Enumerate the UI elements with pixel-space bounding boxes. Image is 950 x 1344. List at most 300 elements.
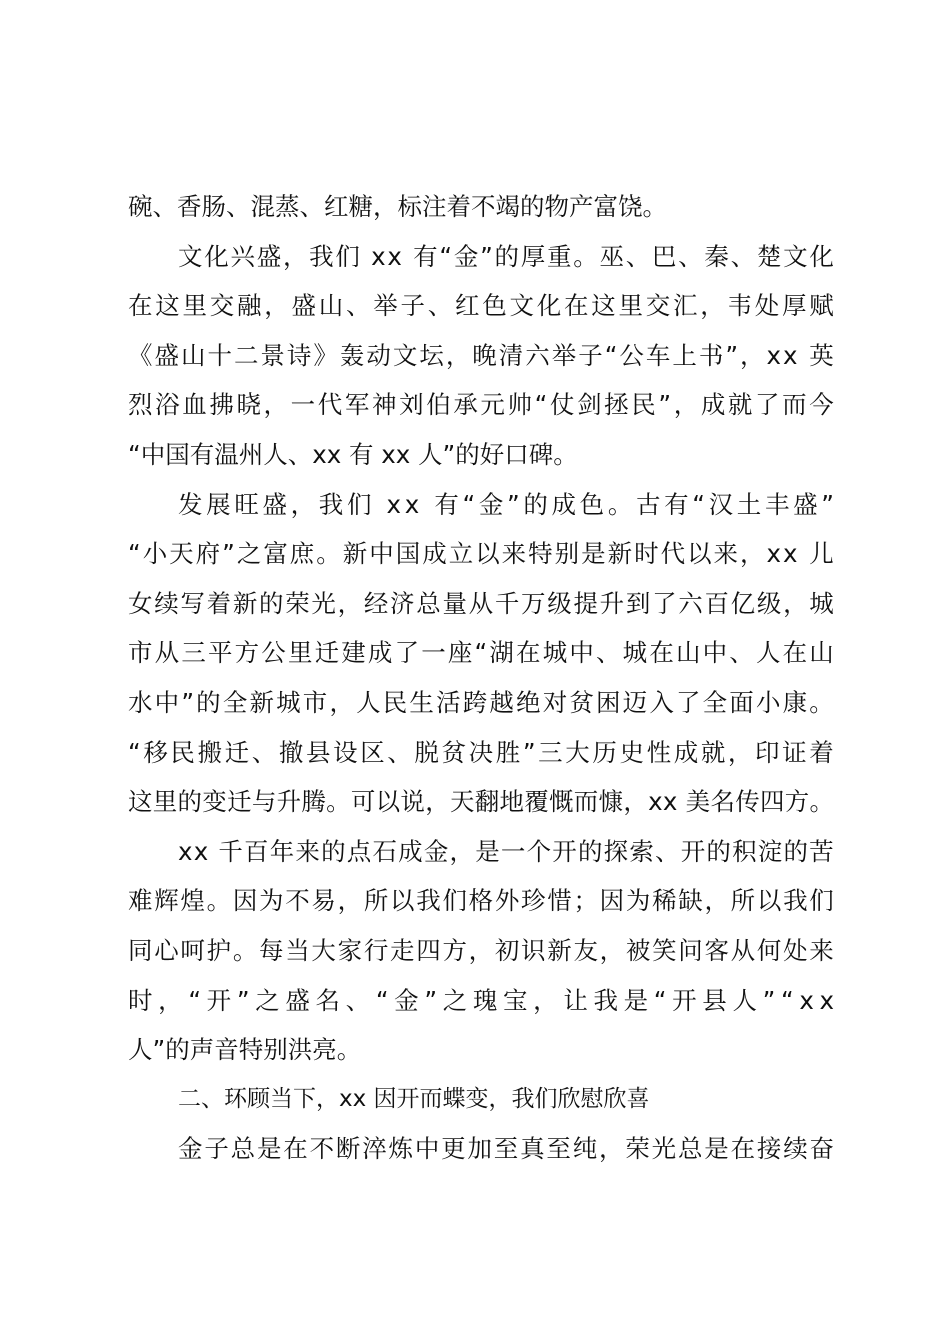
line-char: 而: [573, 787, 599, 817]
line-char: 百: [244, 836, 269, 866]
line-char: 人: [356, 687, 381, 717]
line-char: 所: [363, 886, 389, 916]
line-char: 之: [255, 985, 280, 1015]
line-char: 康: [782, 687, 808, 717]
line-char: 淬: [362, 1134, 387, 1164]
line-char: ，: [425, 787, 450, 817]
line-char: 的: [259, 588, 284, 618]
line-char: “: [474, 638, 488, 668]
line-char: 全: [222, 687, 248, 717]
line-char: 巫: [599, 241, 624, 271]
line-char: 跨: [462, 687, 488, 717]
line-char: 亿: [730, 588, 756, 618]
line-char: 国: [395, 539, 421, 569]
line-char: 立: [448, 539, 474, 569]
line-char: 成: [551, 489, 576, 519]
line-char: 成: [367, 638, 393, 668]
line-char: 金: [423, 836, 449, 866]
line-char: x: [662, 787, 678, 817]
line-char: 走: [390, 935, 415, 965]
line-char: ，: [329, 687, 354, 717]
line-char: 名: [710, 787, 735, 817]
line-char: [362, 232, 370, 282]
line-char: 的: [494, 241, 520, 271]
line-char: 万: [521, 588, 546, 618]
line-char: 是: [475, 836, 500, 866]
line-char: 着: [809, 737, 834, 767]
line-char: 苦: [809, 836, 834, 866]
line-char: 级: [756, 588, 782, 618]
text-line: [128, 480, 834, 530]
line-char: 百: [704, 588, 729, 618]
line-char: ”: [762, 985, 776, 1015]
line-char: 伯: [426, 390, 451, 420]
line-char: 积: [732, 836, 757, 866]
line-char: 石: [372, 836, 397, 866]
line-char: 这: [128, 787, 153, 817]
line-char: 书: [698, 340, 724, 370]
line-char: 方: [784, 787, 810, 817]
line-char: 一: [500, 836, 526, 866]
line-char: 烈: [128, 390, 153, 420]
line-char: 的: [177, 787, 203, 817]
line-char: 以: [375, 787, 401, 817]
line-char: 。: [607, 489, 633, 519]
text-line: [128, 1025, 834, 1075]
text-line: [128, 728, 834, 778]
line-char: 在: [649, 638, 674, 668]
line-char: ，: [449, 836, 475, 866]
line-char: ，: [264, 291, 289, 321]
line-char: 珍: [521, 886, 546, 916]
line-char: x: [799, 985, 814, 1015]
line-char: 城: [542, 638, 568, 668]
line-char: 新: [249, 687, 274, 717]
line-char: “: [604, 340, 618, 370]
line-char: 传: [735, 787, 760, 817]
line-char: 的: [196, 687, 221, 717]
line-char: 中: [414, 1134, 440, 1164]
line-char: ”: [424, 985, 438, 1015]
line-char: [404, 232, 412, 282]
line-char: 不: [285, 886, 310, 916]
line-char: [678, 777, 686, 827]
line-char: 煌: [180, 886, 205, 916]
line-char: 小: [142, 539, 168, 569]
line-char: 湖: [489, 638, 514, 668]
line-char: 友: [573, 935, 598, 965]
line-char: 面: [729, 687, 754, 717]
line-char: 行: [363, 935, 389, 965]
line-char: 从: [730, 935, 756, 965]
line-char: 、: [345, 985, 371, 1015]
line-char: 提: [573, 588, 598, 618]
line-char: ，: [533, 985, 558, 1015]
line-char: 、: [729, 638, 754, 668]
line-char: 承: [453, 390, 478, 420]
line-char: 活: [436, 687, 461, 717]
line-char: 发: [178, 489, 203, 519]
line-char: x: [766, 539, 782, 569]
line-char: 决: [468, 737, 494, 767]
line-char: 化: [809, 241, 834, 271]
line-char: ，: [740, 340, 765, 370]
line-char: 交: [209, 291, 235, 321]
line-char: 盛: [291, 291, 316, 321]
line-char: 迁: [227, 787, 252, 817]
line-char: 之: [236, 539, 262, 569]
line-char: 金: [478, 489, 504, 519]
line-char: 着: [206, 588, 232, 618]
line-char: x: [386, 489, 402, 519]
line-char: 的: [706, 836, 731, 866]
line-char: 光: [311, 588, 336, 618]
line-char: 中: [569, 638, 594, 668]
line-char: 脱: [414, 737, 439, 767]
line-char: 有: [664, 489, 689, 519]
line-char: 设: [333, 737, 358, 767]
line-char: “: [653, 985, 667, 1015]
line-char: 易: [311, 886, 336, 916]
line-char: 清: [498, 340, 524, 370]
line-char: 每: [259, 935, 284, 965]
line-char: 客: [704, 935, 729, 965]
line-char: 缺: [678, 886, 703, 916]
line-char: 刘: [399, 390, 424, 420]
line-char: 儿: [809, 539, 834, 569]
line-char: 厚: [782, 291, 807, 321]
line-char: 韦: [727, 291, 752, 321]
line-char: “: [534, 390, 548, 420]
line-char: 拯: [604, 390, 629, 420]
line-char: ”: [658, 390, 672, 420]
line-char: 开: [680, 836, 706, 866]
line-char: 区: [360, 737, 385, 767]
line-char: “: [375, 985, 389, 1015]
line-char: 、: [655, 836, 680, 866]
section-heading: [128, 1075, 834, 1125]
line-char: 荣: [285, 588, 310, 618]
line-char: 市: [128, 638, 153, 668]
line-char: 护: [206, 935, 232, 965]
line-char: 文: [178, 241, 203, 271]
line-char: 特: [528, 539, 553, 569]
line-char: 就: [727, 390, 753, 420]
line-char: 对: [542, 687, 568, 717]
line-text: 二、环顾当下，xx 因开而蝶变，我们欣慰欣喜: [178, 1085, 650, 1112]
line-char: 年: [269, 836, 295, 866]
line-char: 女: [128, 588, 153, 618]
line-char: 上: [672, 340, 697, 370]
line-char: 汉: [708, 489, 734, 519]
line-char: 变: [202, 787, 227, 817]
line-char: 动: [366, 340, 391, 370]
line-char: 美: [685, 787, 711, 817]
line-char: 。: [573, 241, 598, 271]
line-char: 们: [335, 241, 360, 271]
line-char: 是: [623, 985, 649, 1015]
line-char: 初: [494, 935, 520, 965]
text-line: [128, 876, 834, 926]
line-char: ”: [480, 241, 493, 271]
line-char: 性: [646, 737, 672, 767]
line-char: 这: [155, 291, 180, 321]
line-char: 景: [260, 340, 285, 370]
line-char: 成: [673, 737, 699, 767]
line-char: 以: [687, 539, 712, 569]
line-char: [799, 529, 807, 579]
line-char: 》: [313, 340, 338, 370]
line-char: 民: [382, 687, 408, 717]
text-line: [128, 1124, 834, 1174]
line-char: 心: [154, 935, 179, 965]
line-char: 庶: [289, 539, 315, 569]
line-char: 、: [387, 737, 412, 767]
line-char: 开: [552, 836, 577, 866]
line-char: 我: [318, 489, 344, 519]
line-char: 识: [521, 935, 546, 965]
line-char: 从: [154, 638, 180, 668]
line-char: 军: [344, 390, 370, 420]
text-line: [128, 529, 834, 579]
line-char: 山: [318, 291, 344, 321]
line-char: ”: [725, 340, 739, 370]
line-char: 开: [206, 985, 232, 1015]
line-char: 时: [128, 985, 153, 1015]
line-char: 续: [154, 588, 179, 618]
line-char: 济: [390, 588, 415, 618]
line-char: 探: [603, 836, 629, 866]
line-char: “: [128, 737, 141, 767]
line-char: 呵: [180, 935, 205, 965]
line-char: 移: [143, 737, 168, 767]
line-char: 。: [326, 787, 351, 817]
line-char: 城: [809, 588, 834, 618]
line-char: 古: [635, 489, 661, 519]
line-char: 。: [809, 687, 834, 717]
line-char: 诗: [286, 340, 312, 370]
line-char: 交: [645, 291, 671, 321]
line-char: 新: [232, 588, 258, 618]
line-char: 小: [755, 687, 781, 717]
line-char: 腾: [301, 787, 326, 817]
line-char: 十: [207, 340, 232, 370]
line-char: 笑: [652, 935, 677, 965]
line-char: 二: [233, 340, 259, 370]
line-char: 稀: [652, 886, 677, 916]
line-char: ，: [599, 935, 625, 965]
line-char: 宝: [503, 985, 528, 1015]
line-char: 仗: [549, 390, 575, 420]
line-char: 到: [625, 588, 651, 618]
line-char: 金: [178, 1134, 203, 1164]
line-char: 以: [475, 539, 500, 569]
line-char: 瑰: [472, 985, 498, 1015]
line-char: ，: [704, 886, 729, 916]
line-char: ，: [445, 340, 471, 370]
line-char: 县: [702, 985, 727, 1015]
line-char: 天: [449, 787, 475, 817]
line-char: 秦: [704, 241, 729, 271]
line-char: 我: [783, 886, 808, 916]
line-char: 是: [256, 1134, 282, 1164]
line-char: 盛: [262, 489, 287, 519]
line-char: ”: [506, 489, 520, 519]
line-char: 轰: [339, 340, 365, 370]
line-char: “: [462, 489, 476, 519]
line-char: 代: [317, 390, 343, 420]
line-char: 所: [730, 886, 756, 916]
line-char: 。: [206, 886, 232, 916]
line-char: ”: [821, 489, 834, 519]
line-char: 县: [305, 737, 331, 767]
line-char: 在: [782, 638, 808, 668]
text-line: [128, 380, 834, 430]
line-char: [375, 480, 383, 530]
line-char: 盛: [285, 985, 310, 1015]
line-char: 与: [251, 787, 277, 817]
line-char: 旺: [234, 489, 259, 519]
line-char: x: [766, 340, 782, 370]
line-char: 在: [128, 291, 153, 321]
line-char: 贫: [441, 737, 467, 767]
line-char: 盛: [256, 241, 282, 271]
text-line: [128, 628, 834, 678]
line-text: 碗、香肠、混蒸、红糖，标注着不竭的物产富饶。: [128, 192, 667, 221]
line-char: 千: [218, 836, 243, 866]
line-char: 是: [704, 1134, 729, 1164]
line-char: 们: [346, 489, 372, 519]
line-char: 。: [232, 935, 258, 965]
line-char: 以: [390, 886, 415, 916]
line-char: 总: [230, 1134, 256, 1164]
line-char: 、: [625, 241, 651, 271]
line-char: 越: [489, 687, 514, 717]
line-char: “: [692, 489, 705, 519]
line-char: 晚: [472, 340, 497, 370]
line-char: 三: [538, 737, 563, 767]
text-line: [128, 232, 834, 282]
line-char: 了: [652, 588, 677, 618]
line-char: 绝: [516, 687, 541, 717]
line-char: 金: [453, 241, 479, 271]
line-char: 量: [442, 588, 467, 618]
body-text: [128, 182, 834, 1174]
line-char: 座: [447, 638, 473, 668]
line-char: 时: [634, 539, 659, 569]
line-char: 新: [547, 935, 572, 965]
line-char: 辉: [154, 886, 179, 916]
line-char: 撤: [278, 737, 304, 767]
line-char: ”: [236, 985, 250, 1015]
line-char: 的: [321, 836, 346, 866]
line-char: 成: [422, 539, 447, 569]
line-char: 我: [416, 886, 441, 916]
line-char: 色: [482, 291, 507, 321]
line-char: 公: [619, 340, 644, 370]
line-char: 至: [546, 1134, 571, 1164]
line-char: 土: [736, 489, 762, 519]
line-char: 续: [783, 1134, 808, 1164]
line-char: 因: [232, 886, 258, 916]
line-char: 可: [350, 787, 376, 817]
line-char: 代: [660, 539, 686, 569]
text-line: [128, 976, 834, 1026]
line-char: 覆: [524, 787, 549, 817]
line-char: 血: [182, 390, 207, 420]
line-char: 拂: [209, 390, 234, 420]
line-char: 我: [593, 985, 618, 1015]
line-char: 格: [468, 886, 494, 916]
line-char: 子: [204, 1134, 229, 1164]
line-char: 成: [700, 390, 726, 420]
line-char: 个: [526, 836, 552, 866]
line-char: 名: [315, 985, 340, 1015]
line-char: 平: [207, 638, 233, 668]
line-char: 了: [394, 638, 420, 668]
line-text: “中国有温州人、xx 有 xx 人”的好口碑。: [128, 439, 578, 469]
line-char: 以: [756, 886, 782, 916]
line-char: 盛: [154, 340, 179, 370]
line-char: ”: [181, 687, 195, 717]
line-char: 、: [251, 737, 277, 767]
line-char: 红: [455, 291, 480, 321]
line-char: 被: [625, 935, 651, 965]
line-char: 。: [316, 539, 341, 569]
line-char: 贫: [569, 687, 594, 717]
line-char: 断: [335, 1134, 361, 1164]
line-char: 别: [554, 539, 580, 569]
line-char: 文: [783, 241, 808, 271]
line-char: “: [439, 241, 453, 271]
line-char: 楚: [756, 241, 782, 271]
line-char: 从: [468, 588, 494, 618]
line-char: 难: [128, 886, 153, 916]
line-char: ，: [673, 390, 699, 420]
line-char: 炼: [388, 1134, 413, 1164]
line-char: ；: [573, 886, 598, 916]
line-char: 里: [182, 291, 207, 321]
line-char: 们: [442, 886, 467, 916]
line-char: x: [193, 836, 209, 866]
line-char: 迁: [224, 737, 250, 767]
line-char: ，: [727, 737, 753, 767]
line-char: 化: [536, 291, 562, 321]
line-char: 的: [577, 836, 603, 866]
line-char: 入: [649, 687, 674, 717]
line-char: ”: [222, 539, 235, 569]
line-char: [799, 331, 807, 381]
line-char: 总: [416, 588, 441, 618]
line-char: x: [404, 489, 420, 519]
line-char: 光: [651, 1134, 677, 1164]
line-char: 千: [494, 588, 520, 618]
line-char: ，: [158, 985, 183, 1015]
line-char: ，: [740, 539, 765, 569]
line-char: 更: [441, 1134, 466, 1164]
line-char: 问: [678, 935, 703, 965]
line-char: 建: [341, 638, 366, 668]
line-char: 之: [442, 985, 468, 1015]
line-char: 方: [234, 638, 260, 668]
line-char: 处: [754, 291, 780, 321]
line-char: 丰: [764, 489, 790, 519]
line-char: 的: [523, 489, 548, 519]
line-char: 元: [480, 390, 505, 420]
line-char: 人: [732, 985, 757, 1015]
line-char: 不: [309, 1134, 335, 1164]
text-line: [128, 281, 834, 331]
